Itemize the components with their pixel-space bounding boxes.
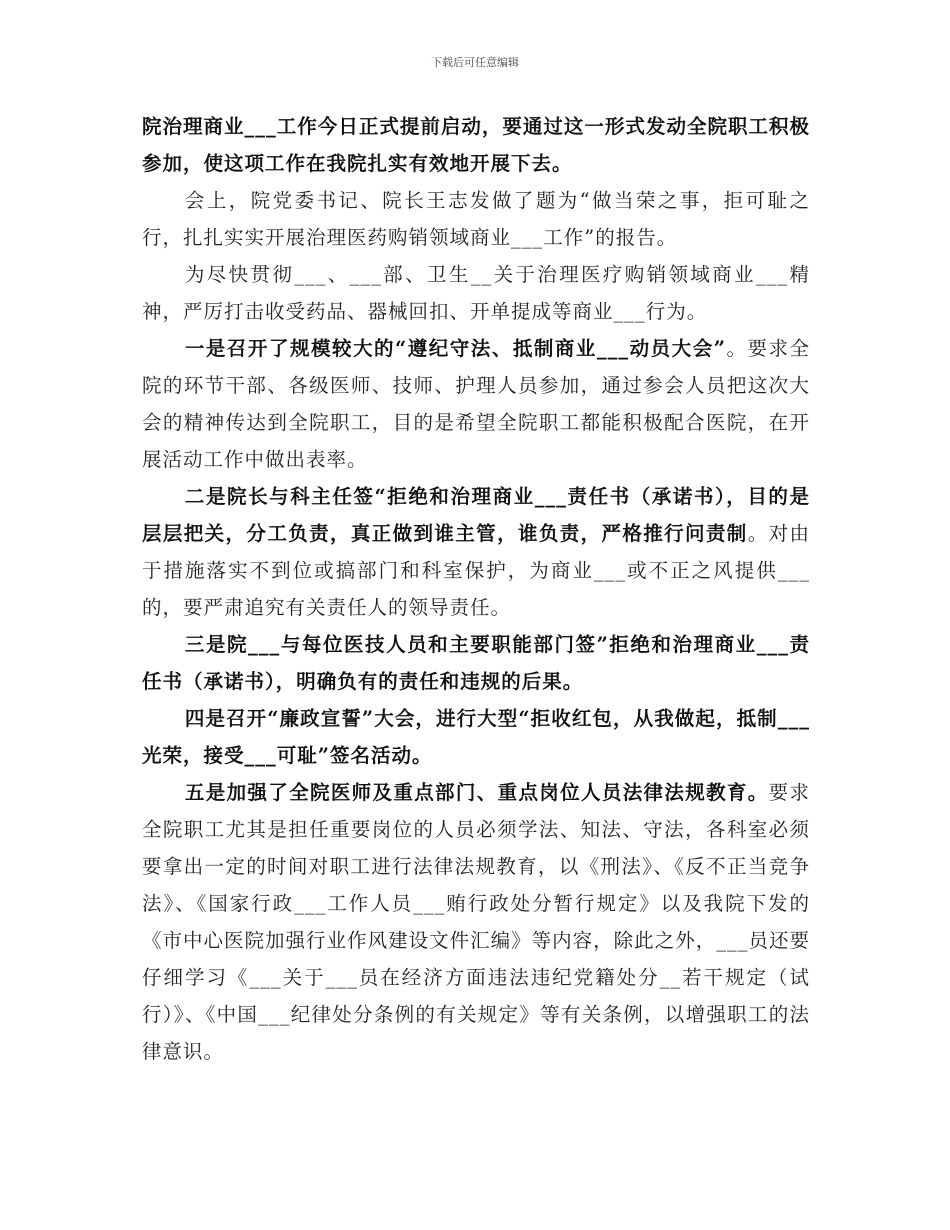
paragraph-bold-lead: 二是院长与科主任签“拒绝和治理商业___责任书（承诺书），目的是层层把关，分工负责，真正做到谁主管，谁负责，严格推行问责制 (142, 485, 810, 545)
paragraph-bold-lead: 院治理商业___工作今日正式提前启动，要通过这一形式发动全院职工积极参加，使这项工作在我院扎实有效地开展下去。 (142, 115, 810, 175)
paragraph-text: 要求全院职工尤其是担任重要岗位的人员必须学法、知法、守法，各科室必须要拿出一定的时间对职工进行法律法规教育，以《刑法》、《反不正当竞争法》、《国家行政___工作人员___贿行政处分暂行规定》以及我院下发的《市中心医院加强行业作风建设文件汇编》等内容，除此之外，___员还要仔细学习《___关于___员在经济方面违法违纪党籍处分__若干规定（试行）》、《中国___纪律处分条例的有关规定》等有关条例，以增强职工的法律意识。 (142, 781, 810, 1063)
paragraph-implementation (142, 256, 810, 330)
paragraph-item-one (142, 330, 810, 478)
paragraph-item-two (142, 478, 810, 626)
paragraph-item-three (142, 626, 810, 700)
paragraph-text: 为尽快贯彻___、___部、卫生__关于治理医疗购销领域商业___精神，严厉打击收受药品、器械回扣、开单提成等商业___行为。 (142, 263, 810, 323)
paragraph-text: 会上，院党委书记、院长王志发做了题为“做当荣之事，拒可耻之行，扎扎实实开展治理医药购销领域商业___工作”的报告。 (142, 189, 810, 249)
paragraph-item-four (142, 700, 810, 774)
paragraph-bold-lead: 三是院___与每位医技人员和主要职能部门签”拒绝和治理商业___责任书（承诺书），明确负有的责任和违规的后果。 (142, 633, 810, 693)
page-header: 下载后可任意编辑 (431, 56, 519, 69)
paragraph-item-five (142, 774, 810, 1070)
paragraph-text: 。要求全院的环节干部、各级医师、技师、护理人员参加，通过参会人员把这次大会的精神传达到全院职工，目的是希望全院职工都能积极配合医院，在开展活动工作中做出表率。 (142, 337, 810, 471)
document-body (142, 108, 810, 1070)
paragraph-meeting-report (142, 182, 810, 256)
paragraph-bold-lead: 四是召开“廉政宣誓”大会，进行大型“拒收红包，从我做起，抵制___光荣，接受___可耻”签名活动。 (142, 707, 810, 767)
paragraph-continuation (142, 108, 810, 182)
paragraph-bold-lead: 一是召开了规模较大的“遵纪守法、抵制商业___动员大会” (184, 337, 726, 360)
paragraph-bold-lead: 五是加强了全院医师及重点部门、重点岗位人员法律法规教育。 (184, 781, 769, 804)
paragraph-text: 。对由于措施落实不到位或搞部门和科室保护，为商业___或不正之风提供___的，要严肃追究有关责任人的领导责任。 (142, 522, 810, 619)
